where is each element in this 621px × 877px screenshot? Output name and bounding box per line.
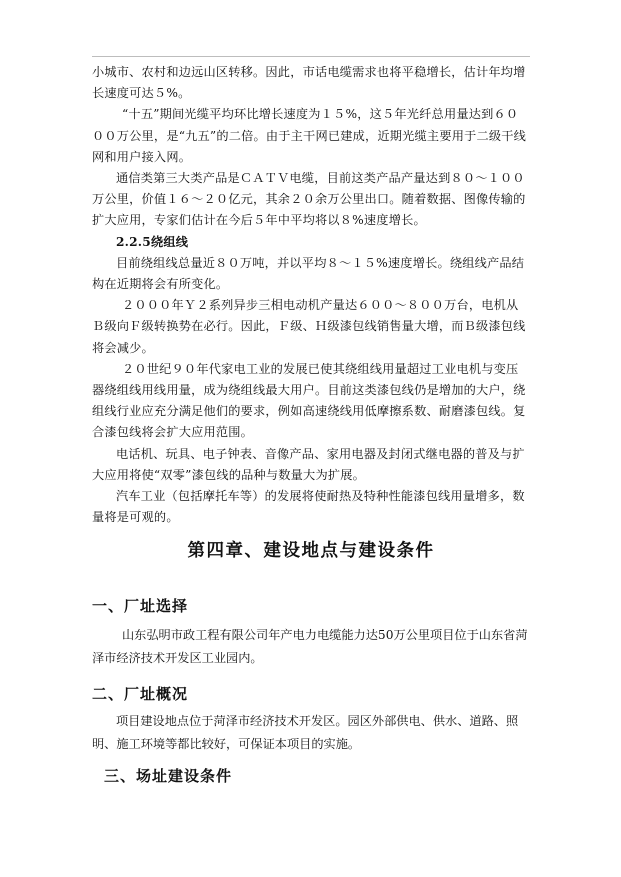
section-heading-site-conditions: 三、场址建设条件 [104, 767, 233, 785]
paragraph-optical-cable: “十五”期间光缆平均环比增长速度为１５%，这５年光纤总用量达到６０００万公里，是“九五”的二倍。由于主干网已建成，近期光缆主要用于二级干线网和用户接入网。 [92, 107, 527, 164]
paragraph-motor-production: ２０００年Ｙ２系列异步三相电动机产量达６００～８００万台，电机从Ｂ级向Ｆ级转换势在必行。因此，Ｆ级、Ｈ级漆包线销售量大增，而Ｂ级漆包线将会减少。 [92, 298, 526, 355]
paragraph-site-selection: 山东弘明市政工程有限公司年产电力电缆能力达50万公里项目位于山东省菏泽市经济技术开发区工业园内。 [92, 628, 528, 665]
paragraph-home-appliance: ２０世纪９０年代家电工业的发展已使其绕组线用量超过工业电机与变压器绕组线用线用量，成为绕组线最大用户。目前这类漆包线仍是增加的大户，绕组线行业应充分满足他们的要求，例如高速绕线用低摩擦系数、耐磨漆包线。复合漆包线将会扩大应用范围。 [92, 361, 526, 440]
body-text [92, 62, 530, 528]
paragraph-site-overview: 项目建设地点位于菏泽市经济技术开发区。园区外部供电、供水、道路、照明、施工环境等都比较好，可保证本项目的实施。 [92, 714, 519, 751]
section-heading-winding-wire: 2.2.5绕组线 [116, 234, 189, 249]
section-heading-site-selection: 一、厂址选择 [92, 597, 189, 615]
chapter-title: 第四章、建设地点与建设条件 [187, 541, 435, 561]
header-rule [92, 56, 530, 57]
paragraph-winding-total: 目前绕组线总量近８０万吨，并以平均８～１５%速度增长。绕组线产品结构在近期将会有所变化。 [92, 255, 525, 292]
paragraph-city-cable: 小城市、农村和边远山区转移。因此，市话电缆需求也将平稳增长，估计年均增长速度可达５%。 [92, 65, 526, 101]
paragraph-automotive: 汽车工业（包括摩托车等）的发展将使耐热及特种性能漆包线用量增多，数量将是可观的。 [92, 489, 525, 525]
section-heading-site-overview: 二、厂址概况 [92, 685, 189, 703]
paragraph-electronics: 电话机、玩具、电子钟表、音像产品、家用电器及封闭式继电器的普及与扩大应用将使“双零”漆包线的品种与数量大为扩展。 [92, 446, 525, 482]
paragraph-catv-cable: 通信类第三大类产品是ＣＡＴＶ电缆，目前这类产品产量达到８０～１００万公里，价值１６～２０亿元，其余２０余万公里出口。随着数据、图像传输的扩大应用，专家们估计在今后５年中平均将以８%速度增长。 [92, 171, 526, 228]
